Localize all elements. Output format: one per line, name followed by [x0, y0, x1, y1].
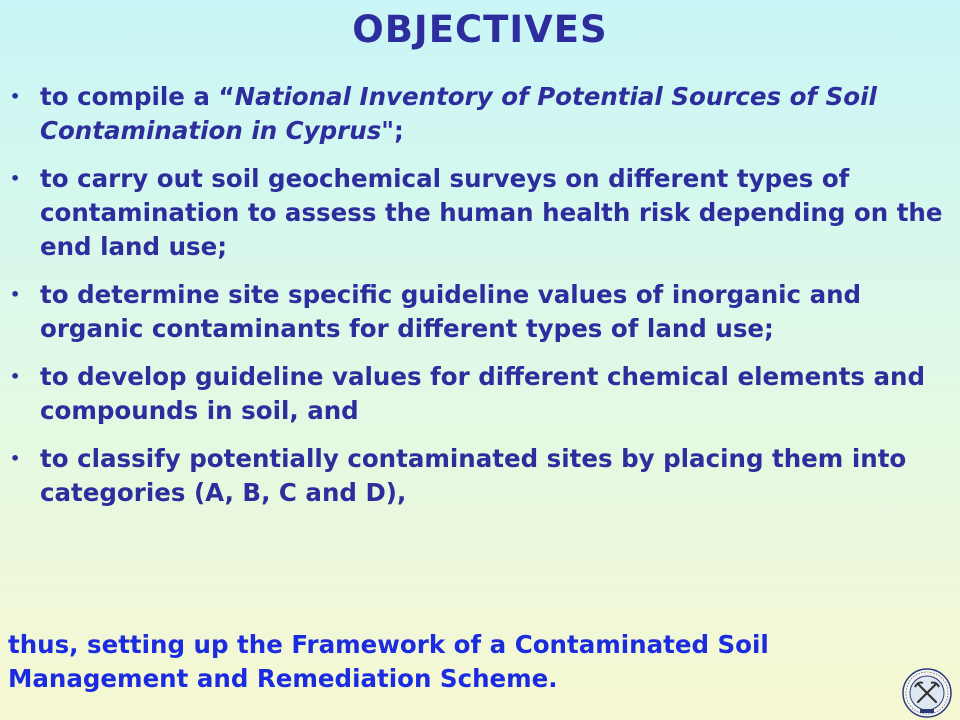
bullet-icon: •	[10, 169, 21, 188]
bullet-icon: •	[10, 87, 21, 106]
conclusion-text: thus, setting up the Framework of a Contaminated Soil Management and Remediation Scheme.	[8, 630, 769, 693]
bullet-icon: •	[10, 449, 21, 468]
objective-text: to determine site specific guideline values of inorganic and organic contaminants for different types of land use;	[40, 280, 862, 343]
objective-item	[8, 360, 948, 428]
objective-item	[8, 162, 948, 264]
organization-seal-icon	[902, 668, 952, 718]
bullet-icon: •	[10, 285, 21, 304]
objective-item	[8, 278, 948, 346]
objective-item	[8, 442, 948, 510]
page-title: OBJECTIVES	[352, 8, 608, 51]
objective-text: to develop guideline values for different chemical elements and compounds in soil, and	[40, 362, 926, 425]
objective-text-emphasis: National Inventory of Potential Sources of Soil Contamination in Cyprus	[40, 82, 877, 145]
bullet-icon: •	[10, 367, 21, 386]
objective-text: to carry out soil geochemical surveys on different types of contamination to assess the human health risk depending on the end land use;	[40, 164, 943, 261]
objective-text-prefix: to compile a “	[40, 82, 235, 111]
objectives-list	[8, 80, 948, 524]
objective-text-suffix: ";	[381, 116, 404, 145]
objective-text: to classify potentially contaminated sites by placing them into categories (A, B, C and D),	[40, 444, 907, 507]
objective-item	[8, 80, 948, 148]
